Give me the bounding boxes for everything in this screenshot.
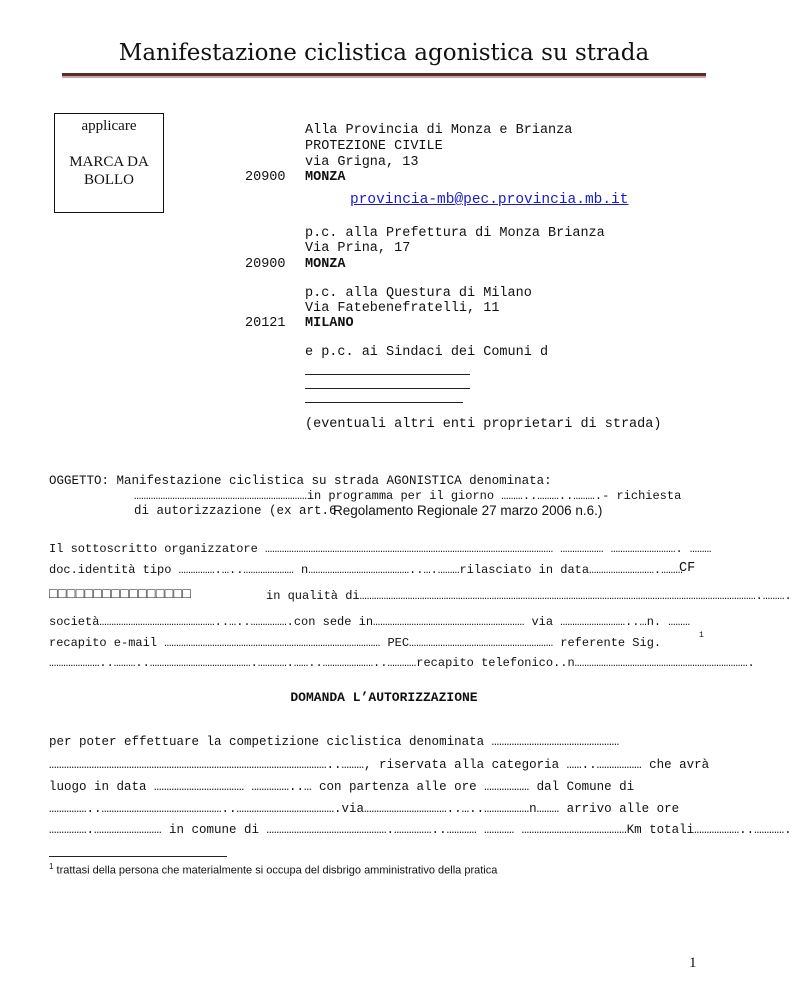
stamp-label-line1: MARCA DA [69,154,149,170]
footnote [49,862,497,877]
email-pec-line[interactable]: recapito e-mail ……………………………………………………………………………… PEC…………………………………………………… referente Sig. [49,636,662,650]
domanda-line1[interactable]: per poter effettuare la competizione ciclistica denominata …………………………………………… [49,735,620,749]
recipient1-city: MONZA [305,170,346,185]
referent-phone-line[interactable]: …………………..………..…………………………………….………….……..…………………..…………recapito telefonico..n………………………………………………………………. [49,656,755,670]
recipient3-city: MILANO [305,316,354,331]
sindaci-blank-line-3[interactable] [305,402,463,403]
header-rule-shadow [62,76,706,78]
society-line[interactable]: società…………………………………………..…..…………….con sede in……………………………………………………… via ………………………..…n. ……… [49,615,690,629]
domanda-heading: DOMANDA L’AUTORIZZAZIONE [290,690,478,705]
recipient2-city: MONZA [305,257,346,272]
recipient3-cap: 20121 [245,316,286,331]
sindaci-blank-line-1[interactable] [305,374,470,375]
oggetto-line1: OGGETTO: Manifestazione ciclistica su strada AGONISTICA denominata: [49,474,552,488]
recipient3-line2: Via Fatebenefratelli, 11 [305,301,500,316]
domanda-line5[interactable]: …………….……………………… in comune di ………………………………………….……………..………… ………… ……………………………………Km totali………………..…………. [49,823,792,837]
domanda-line2[interactable]: …………………………………………………………………………………………………..………, riservata alla categoria ……..……………… che avrà [49,758,710,772]
oggetto-line3b: Regolamento Regionale 27 marzo 2006 n.6.) [333,503,603,518]
stamp-label-top: applicare [81,118,137,134]
recipient2-cap: 20900 [245,257,286,272]
cf-boxes[interactable]: □□□□□□□□□□□□□□□□ [49,587,192,603]
recipient1-line1: Alla Provincia di Monza e Brianza [305,123,573,138]
recipient4-note: (eventuali altri enti proprietari di strada) [305,417,662,432]
recipient1-line3: via Grigna, 13 [305,155,419,170]
recipient1-line2: PROTEZIONE CIVILE [305,139,443,154]
footnote-text: trattasi della persona che materialmente si occupa del disbrigo amministrativo della pratica [53,864,498,877]
domanda-line3[interactable]: luogo in data ……………………………… ……………..… con partenza alle ore ……………… dal Comune di [49,780,635,794]
sindaci-blank-line-2[interactable] [305,388,470,389]
recipient4-line1: e p.c. ai Sindaci dei Comuni d [305,345,549,360]
footnote-ref: 1 [699,631,704,640]
page-number: 1 [689,955,697,971]
oggetto-line3a: di autorizzazione (ex art.6 [134,504,337,518]
page-title: Manifestazione ciclistica agonistica su strada [118,40,650,66]
stamp-label-line2: BOLLO [84,172,134,188]
id-document-line[interactable]: doc.identità tipo …………….…..………………… n……………………………………..….………rilasciato in data……………………….……… [49,563,683,577]
recipient3-line1: p.c. alla Questura di Milano [305,286,532,301]
pec-email-link[interactable]: provincia-mb@pec.provincia.mb.it [350,192,629,208]
oggetto-line2[interactable]: ………………………………………………………………in programma per il giorno ………..………..……….- richiesta [134,489,682,503]
recipient1-cap: 20900 [245,170,286,185]
recipient2-line2: Via Prina, 17 [305,241,411,256]
recipient2-line1: p.c. alla Prefettura di Monza Brianza [305,226,605,241]
cf-label: CF [679,561,696,576]
role-line[interactable]: in qualità di………………………………………………………………………………………………………………………………………………….………. [266,589,792,603]
domanda-line4[interactable]: ……………..…………………………………………..………………………………….via……………………………..…..………………n……… arrivo alle ore [49,802,680,816]
organizer-line[interactable]: Il sottoscritto organizzatore ………………………………………………………………………………………………………… ……………… ………………………. ……… [49,542,712,556]
footnote-rule [49,856,227,857]
footnote-mark: 1 [49,862,54,871]
